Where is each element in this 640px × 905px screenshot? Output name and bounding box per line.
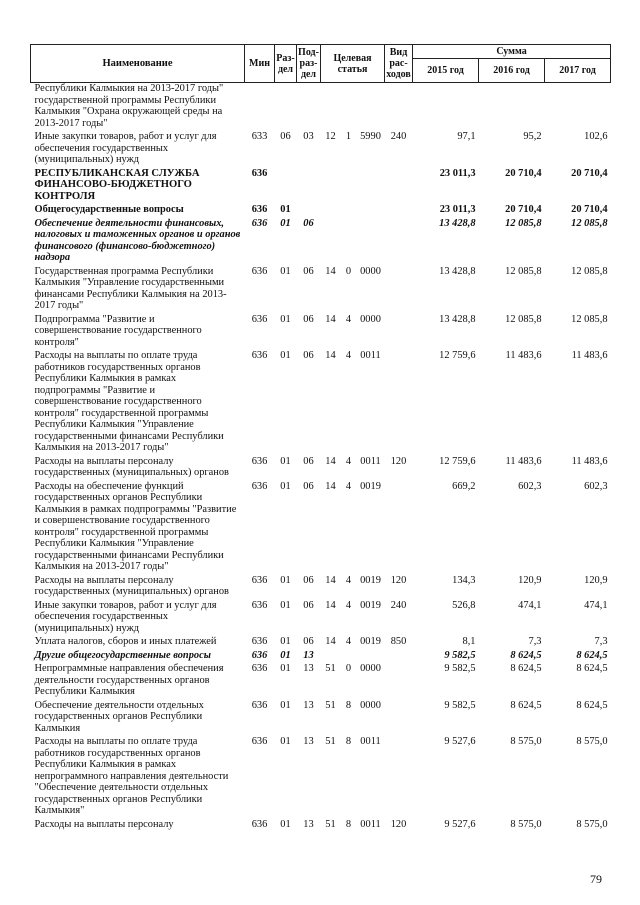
cell-name: Расходы на обеспечение функций государственных органов Республики Калмыкия в рамках подпрограммы "Развитие и совершенствование государственного контроля" государственной программы Республики Калмыкия "Управление государственными финансами Республики Калмыкия на 2013-2017 годы" — [34, 480, 237, 572]
cell-c1 — [321, 168, 341, 205]
cell-rz: 01 — [280, 350, 291, 361]
cell-c3 — [357, 83, 385, 132]
cell-c3: 0019 — [360, 480, 381, 492]
cell-v2016: 8 575,0 — [510, 818, 542, 830]
cell-pr: 13 — [303, 736, 314, 747]
cell-c2 — [341, 650, 357, 664]
cell-v2015: 23 011,3 — [439, 204, 476, 215]
cell-vid — [385, 83, 413, 132]
cell-rz: 01 — [280, 313, 291, 325]
cell-v2017: 8 575,0 — [576, 818, 608, 830]
cell-v2017: 8 624,5 — [576, 649, 608, 661]
cell-min — [245, 83, 275, 132]
cell-pr — [297, 168, 321, 205]
cell-name: Общегосударственные вопросы — [34, 204, 184, 215]
header-target: Целевая статья — [321, 45, 385, 83]
cell-v2017: 20 710,4 — [571, 167, 608, 179]
cell-c1: 14 — [325, 350, 336, 361]
cell-min: 636 — [251, 167, 268, 179]
cell-v2016: 12 085,8 — [505, 313, 542, 325]
cell-min: 636 — [251, 204, 268, 215]
table-row — [31, 700, 611, 737]
cell-c2: 0 — [345, 663, 352, 674]
cell-v2017: 602,3 — [584, 480, 608, 492]
cell-vid — [385, 650, 413, 664]
header-2017: 2017 год — [545, 59, 611, 83]
cell-min: 636 — [251, 736, 268, 747]
cell-name: Другие общегосударственные вопросы — [34, 649, 211, 661]
cell-v2017: 11 483,6 — [571, 350, 608, 361]
table-row — [31, 131, 611, 168]
cell-rz: 01 — [280, 455, 291, 467]
header-name: Наименование — [31, 45, 245, 83]
cell-vid: 120 — [390, 818, 407, 830]
cell-v2016: 474,1 — [518, 599, 542, 611]
cell-v2016: 12 085,8 — [505, 217, 542, 229]
header-razdel: Раз- дел — [275, 45, 297, 83]
cell-c3: 0011 — [360, 350, 381, 361]
cell-c2: 4 — [345, 350, 352, 361]
cell-rz: 01 — [280, 636, 291, 647]
cell-c2: 4 — [345, 636, 352, 647]
cell-v2016: 7,3 — [528, 636, 542, 647]
cell-c3: 0000 — [360, 265, 381, 277]
cell-c3 — [357, 204, 385, 218]
cell-v2017: 8 575,0 — [576, 736, 608, 747]
cell-rz: 01 — [280, 649, 291, 661]
cell-vid: 850 — [390, 636, 407, 647]
cell-c2 — [341, 83, 357, 132]
cell-name: Уплата налогов, сборов и иных платежей — [34, 636, 217, 647]
cell-name: Непрограммные направления обеспечения деятельности государственных органов Республики Калмыкия — [34, 663, 224, 697]
header-2015: 2015 год — [413, 59, 479, 83]
cell-v2015: 8,1 — [462, 636, 476, 647]
cell-min: 636 — [251, 818, 268, 830]
cell-c1 — [321, 204, 341, 218]
header-vid: Вид рас- ходов — [385, 45, 413, 83]
cell-pr: 06 — [303, 350, 314, 361]
table-row — [31, 83, 611, 132]
cell-c2: 0 — [345, 265, 352, 277]
cell-pr: 13 — [303, 818, 314, 830]
cell-c2: 4 — [345, 455, 352, 467]
cell-v2016: 20 710,4 — [505, 167, 542, 179]
cell-name: Государственная программа Республики Калмыкия "Управление государственными финансами Республики Калмыкия на 2013-2017 годы" — [34, 265, 227, 311]
table-row — [31, 481, 611, 575]
cell-name: Иные закупки товаров, работ и услуг для обеспечения государственных (муниципальных) нужд — [34, 131, 217, 165]
cell-c3: 0000 — [360, 313, 381, 325]
cell-pr — [297, 204, 321, 218]
cell-c2 — [341, 218, 357, 266]
cell-v2017: 20 710,4 — [571, 204, 608, 215]
table-row — [31, 636, 611, 650]
cell-v2016: 602,3 — [518, 480, 542, 492]
cell-v2016: 8 624,5 — [510, 649, 542, 661]
table-row — [31, 600, 611, 637]
cell-vid — [385, 481, 413, 575]
cell-vid: 240 — [390, 131, 407, 142]
cell-v2017: 12 085,8 — [571, 313, 608, 325]
cell-v2016: 8 575,0 — [510, 736, 542, 747]
cell-c2 — [341, 168, 357, 205]
cell-v2016: 8 624,5 — [510, 663, 542, 674]
cell-vid — [385, 700, 413, 737]
cell-name: Подпрограмма "Развитие и совершенствование государственного контроля" — [34, 313, 202, 348]
cell-pr: 06 — [303, 599, 314, 611]
table-row — [31, 663, 611, 700]
cell-v2015: 526,8 — [452, 599, 476, 611]
cell-pr — [297, 83, 321, 132]
cell-vid: 240 — [390, 599, 407, 611]
cell-c3: 0019 — [360, 636, 381, 647]
cell-rz: 01 — [280, 736, 291, 747]
cell-min: 636 — [251, 649, 268, 661]
cell-c2: 4 — [345, 599, 352, 611]
cell-c3 — [357, 650, 385, 664]
cell-v2017: 102,6 — [584, 131, 608, 142]
cell-c1: 14 — [325, 455, 336, 467]
cell-c2: 4 — [345, 313, 352, 325]
cell-min: 636 — [251, 574, 268, 586]
cell-c3: 0011 — [360, 455, 381, 467]
cell-c2 — [341, 204, 357, 218]
cell-min: 636 — [251, 480, 268, 492]
cell-pr: 06 — [303, 636, 314, 647]
table-row — [31, 314, 611, 351]
cell-rz: 01 — [280, 265, 291, 277]
table-row — [31, 266, 611, 314]
cell-c1: 14 — [325, 599, 336, 611]
cell-vid: 120 — [390, 574, 407, 586]
cell-rz: 01 — [280, 217, 291, 229]
cell-v2015: 134,3 — [452, 574, 476, 586]
cell-c3 — [357, 168, 385, 205]
cell-v2016: 20 710,4 — [505, 204, 542, 215]
cell-v2017 — [545, 83, 611, 132]
cell-v2017: 12 085,8 — [571, 217, 608, 229]
header-2016: 2016 год — [479, 59, 545, 83]
cell-pr: 06 — [303, 217, 314, 229]
cell-name: РЕСПУБЛИКАНСКАЯ СЛУЖБА ФИНАНСОВО-БЮДЖЕТНОГО КОНТРОЛЯ — [34, 167, 200, 202]
cell-c3 — [357, 218, 385, 266]
cell-c2: 8 — [345, 818, 352, 830]
cell-v2015: 12 759,6 — [439, 350, 476, 361]
cell-c3: 0011 — [360, 736, 381, 747]
cell-rz — [275, 83, 297, 132]
cell-min: 636 — [251, 663, 268, 674]
cell-rz: 01 — [280, 599, 291, 611]
cell-rz: 01 — [280, 663, 291, 674]
cell-v2017: 120,9 — [584, 574, 608, 586]
cell-pr: 13 — [303, 699, 314, 711]
cell-v2016 — [479, 83, 545, 132]
cell-c3: 0000 — [360, 663, 381, 674]
cell-rz: 01 — [280, 699, 291, 711]
cell-min: 636 — [251, 599, 268, 611]
cell-v2015: 23 011,3 — [439, 167, 476, 179]
cell-min: 636 — [251, 636, 268, 647]
cell-v2017: 7,3 — [594, 636, 608, 647]
table-row — [31, 819, 611, 833]
cell-rz: 01 — [280, 574, 291, 586]
cell-c2: 8 — [345, 699, 352, 711]
cell-v2016: 11 483,6 — [505, 350, 542, 361]
cell-c1 — [321, 650, 341, 664]
cell-vid — [385, 168, 413, 205]
cell-c1: 14 — [325, 265, 336, 277]
table-row — [31, 650, 611, 664]
cell-name: Расходы на выплаты по оплате труда работников государственных органов Республики Калмыкия в рамках непрограммного направления деятельности "Обеспечение деятельности отдельных государственных органов Республики Калмыкия" — [34, 736, 229, 816]
header-min: Мин — [245, 45, 275, 83]
cell-c2: 8 — [345, 736, 352, 747]
cell-v2016: 120,9 — [518, 574, 542, 586]
cell-min: 636 — [251, 313, 268, 325]
table-row — [31, 168, 611, 205]
cell-name: Расходы на выплаты по оплате труда работников государственных органов Республики Калмыкия в рамках подпрограммы "Развитие и совершенствование государственного контроля" государственной программы Республики Калмыкия "Управление государственными финансами Республики Калмыкия на 2013-2017 годы" — [34, 350, 224, 453]
cell-v2015: 9 527,6 — [444, 736, 476, 747]
cell-pr: 06 — [303, 574, 314, 586]
cell-c1: 14 — [325, 574, 336, 586]
cell-rz: 01 — [280, 480, 291, 492]
table-row — [31, 456, 611, 481]
cell-pr: 06 — [303, 480, 314, 492]
cell-c1 — [321, 83, 341, 132]
cell-c2: 1 — [345, 131, 352, 142]
cell-v2015: 97,1 — [457, 131, 476, 142]
cell-pr: 06 — [303, 313, 314, 325]
cell-min: 636 — [251, 265, 268, 277]
cell-vid — [385, 736, 413, 819]
cell-v2016: 8 624,5 — [510, 699, 542, 711]
cell-name: Расходы на выплаты персоналу государственных (муниципальных) органов — [34, 455, 229, 478]
cell-vid — [385, 663, 413, 700]
cell-v2017: 8 624,5 — [576, 663, 608, 674]
cell-pr: 06 — [303, 265, 314, 277]
cell-min: 636 — [251, 350, 268, 361]
table-row — [31, 350, 611, 456]
budget-table — [30, 44, 611, 832]
cell-v2015: 9 582,5 — [444, 699, 476, 711]
cell-vid: 120 — [390, 455, 407, 467]
cell-name: Республики Калмыкия на 2013-2017 годы" государственной программы Республики Калмыкия "Охрана окружающей среды на 2013-2017 годы" — [34, 83, 224, 129]
cell-v2015: 9 582,5 — [444, 649, 476, 661]
cell-v2015: 669,2 — [452, 480, 476, 492]
cell-c3: 5990 — [360, 131, 381, 142]
cell-v2017: 8 624,5 — [576, 699, 608, 711]
page-number: 79 — [590, 872, 602, 886]
cell-v2016: 11 483,6 — [505, 455, 542, 467]
cell-c3: 0019 — [360, 574, 381, 586]
cell-c2: 4 — [345, 480, 352, 492]
cell-c1: 51 — [325, 663, 336, 674]
cell-c3: 0011 — [360, 818, 381, 830]
cell-v2015: 9 527,6 — [444, 818, 476, 830]
budget-document-page — [30, 44, 610, 832]
cell-vid — [385, 204, 413, 218]
cell-v2015 — [413, 83, 479, 132]
cell-c1: 14 — [325, 313, 336, 325]
cell-v2017: 11 483,6 — [571, 455, 608, 467]
cell-c1: 51 — [325, 736, 336, 747]
cell-rz: 01 — [280, 204, 291, 215]
cell-c1 — [321, 218, 341, 266]
cell-pr: 13 — [303, 649, 314, 661]
cell-min: 636 — [251, 455, 268, 467]
cell-c2: 4 — [345, 574, 352, 586]
cell-rz — [275, 168, 297, 205]
cell-min: 636 — [251, 217, 268, 229]
cell-c1: 51 — [325, 699, 336, 711]
cell-min: 636 — [251, 699, 268, 711]
table-row — [31, 736, 611, 819]
cell-name: Обеспечение деятельности финансовых, налоговых и таможенных органов и органов финансового (финансово-бюджетного) надзора — [34, 217, 241, 263]
table-row — [31, 575, 611, 600]
cell-v2015: 13 428,8 — [439, 217, 476, 229]
cell-pr: 06 — [303, 455, 314, 467]
cell-pr: 13 — [303, 663, 314, 674]
cell-rz: 06 — [280, 131, 291, 142]
cell-name: Обеспечение деятельности отдельных государственных органов Республики Калмыкия — [34, 699, 204, 734]
cell-rz: 01 — [280, 818, 291, 830]
cell-min: 633 — [251, 131, 268, 142]
cell-vid — [385, 350, 413, 456]
header-sum: Сумма — [413, 45, 611, 59]
cell-c1: 12 — [325, 131, 336, 142]
cell-v2017: 474,1 — [584, 599, 608, 611]
cell-v2015: 12 759,6 — [439, 455, 476, 467]
cell-v2016: 95,2 — [523, 131, 542, 142]
cell-vid — [385, 314, 413, 351]
header-podrazdel: Под- раз- дел — [297, 45, 321, 83]
cell-c3: 0000 — [360, 699, 381, 711]
table-body — [31, 83, 611, 833]
cell-name: Иные закупки товаров, работ и услуг для обеспечения государственных (муниципальных) нужд — [34, 599, 217, 634]
cell-name: Расходы на выплаты персоналу — [34, 818, 174, 830]
cell-vid — [385, 266, 413, 314]
cell-c1: 14 — [325, 636, 336, 647]
cell-v2015: 9 582,5 — [444, 663, 476, 674]
table-row — [31, 218, 611, 266]
cell-v2015: 13 428,8 — [439, 313, 476, 325]
cell-v2015: 13 428,8 — [439, 265, 476, 277]
cell-v2016: 12 085,8 — [505, 265, 542, 277]
cell-c1: 14 — [325, 480, 336, 492]
table-row — [31, 204, 611, 218]
cell-vid — [385, 218, 413, 266]
cell-v2017: 12 085,8 — [571, 265, 608, 277]
cell-c3: 0019 — [360, 599, 381, 611]
cell-pr: 03 — [303, 131, 314, 142]
cell-name: Расходы на выплаты персоналу государственных (муниципальных) органов — [34, 574, 229, 597]
cell-c1: 51 — [325, 818, 336, 830]
